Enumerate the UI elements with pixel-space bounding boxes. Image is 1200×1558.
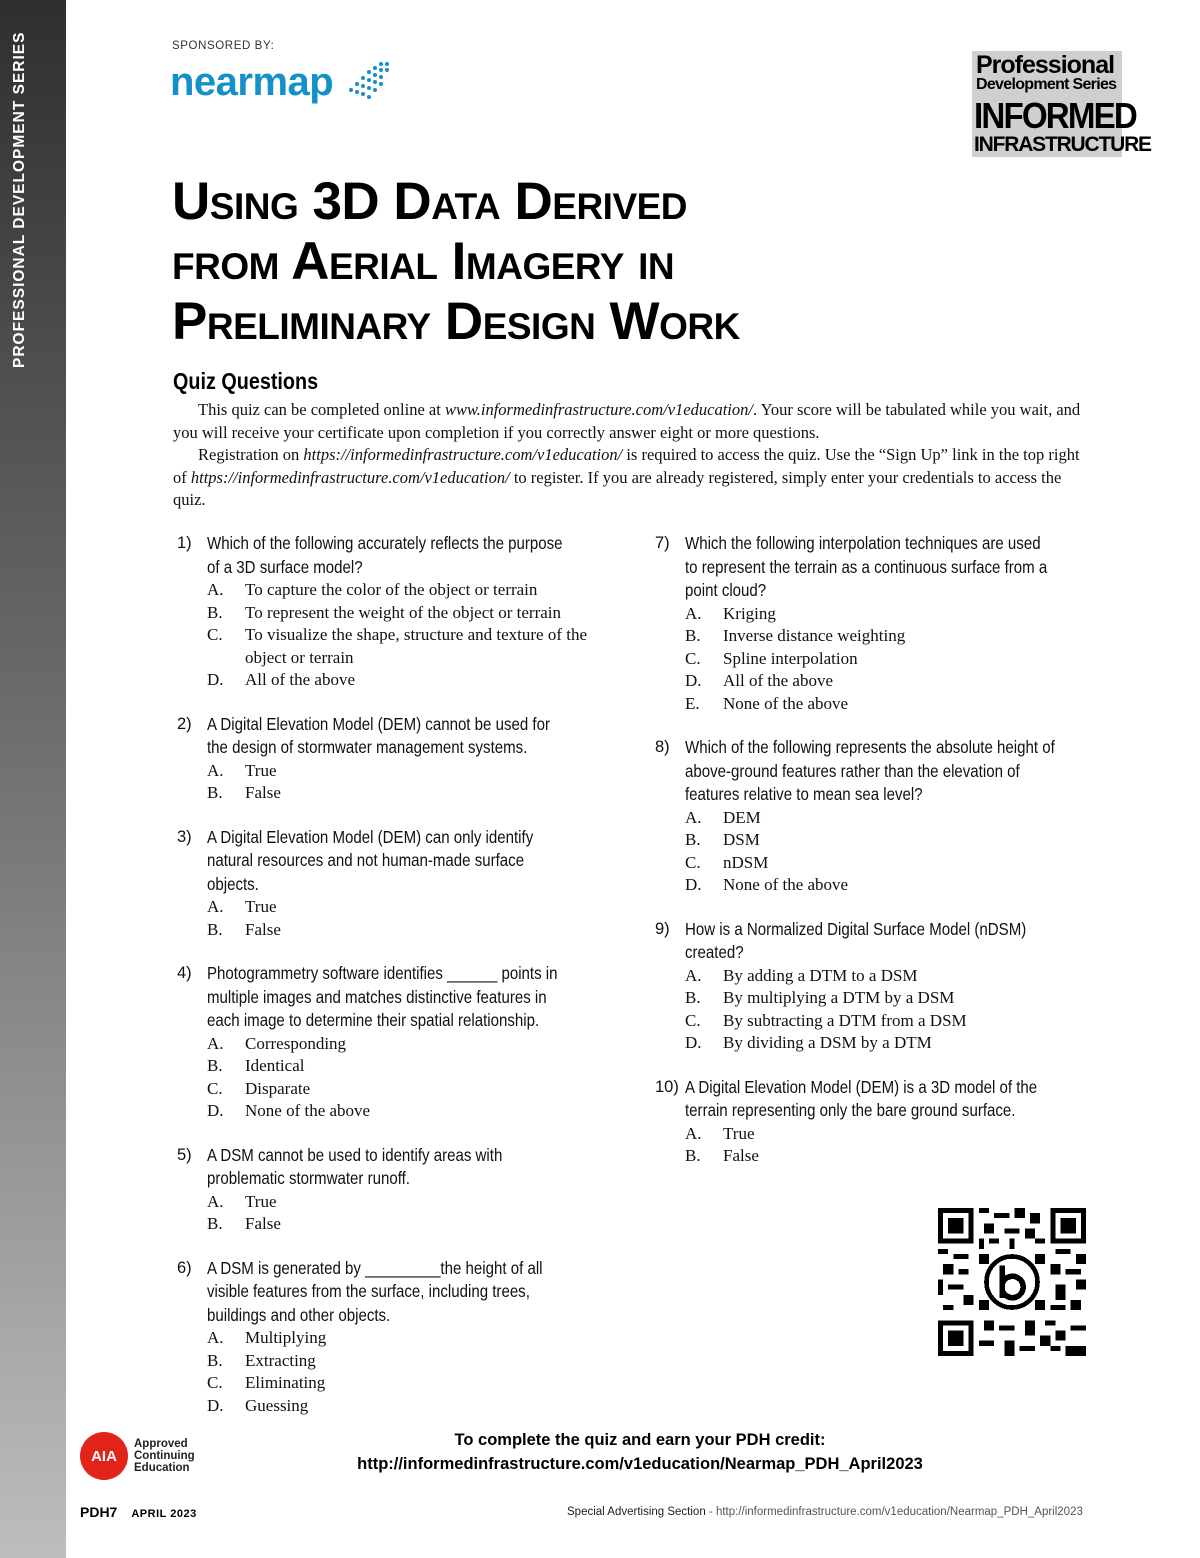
question-number: 10)	[655, 1077, 679, 1096]
question-text: Which of the following represents the absolute height of above-ground features rather than the elevation of features relative to mean sea level?	[685, 737, 1055, 804]
option-letter: D.	[685, 1033, 702, 1052]
answer-options	[685, 1123, 1115, 1168]
option-letter: B.	[685, 626, 701, 645]
answer-options	[207, 1327, 632, 1417]
question-2	[177, 713, 632, 805]
question-row	[177, 713, 632, 760]
question-8	[655, 736, 1115, 897]
question-4	[177, 962, 632, 1123]
question-number: 9)	[655, 919, 670, 938]
question-number: 1)	[177, 534, 192, 552]
title-line-3: Preliminary Design Work	[172, 292, 740, 351]
badge-line-3: INFORMED	[974, 95, 1136, 136]
option-text: DEM	[723, 807, 761, 827]
question-text: How is a Normalized Digital Surface Model (nDSM) created?	[685, 918, 1027, 962]
question-row	[177, 532, 632, 579]
option-text: False	[723, 1146, 759, 1165]
option-letter: D.	[685, 875, 702, 894]
question-9	[655, 918, 1115, 1055]
option-text: Spline interpolation	[723, 648, 858, 668]
option-text: nDSM	[723, 852, 769, 872]
option-letter: B.	[685, 1146, 701, 1165]
series-label: PROFESSIONAL DEVELOPMENT SERIES	[11, 31, 28, 368]
answer-option	[207, 1078, 632, 1101]
nearmap-logo-text: nearmap	[170, 60, 334, 104]
intro2-text-a: Registration on	[198, 445, 304, 464]
intro1-url[interactable]: www.informedinfrastructure.com/v1education/	[444, 400, 753, 419]
aia-line-2: Continuing	[134, 1450, 195, 1462]
question-row	[177, 1257, 632, 1328]
badge-line-2: Development Series	[976, 76, 1117, 93]
aia-text	[134, 1438, 195, 1474]
intro2-text-b: is required to access the quiz. Use the “Sign Up” link in the top right of	[173, 445, 1080, 487]
option-text: Identical	[245, 1056, 305, 1075]
title-line-1: Using 3D Data Derived	[172, 172, 688, 231]
answer-option	[685, 625, 1115, 648]
answer-option	[207, 1213, 632, 1236]
sponsored-by-label: SPONSORED BY:	[172, 40, 275, 52]
question-text: A Digital Elevation Model (DEM) can only identify natural resources and not human-made surface objects.	[207, 826, 534, 894]
option-text: By dividing a DSM by a DTM	[723, 1033, 932, 1052]
answer-option	[685, 987, 1115, 1010]
option-letter: D.	[685, 671, 702, 690]
question-text: Which the following interpolation techniques are used to represent the terrain as a continuous surface from a point cloud?	[685, 533, 1048, 600]
option-text: By subtracting a DTM from a DSM	[723, 1010, 967, 1030]
option-letter: A.	[207, 1191, 224, 1211]
answer-option	[685, 807, 1115, 830]
option-letter: C.	[685, 1010, 701, 1030]
option-letter: D.	[207, 670, 224, 689]
option-letter: A.	[685, 965, 702, 985]
intro2-url-1[interactable]: https://informedinfrastructure.com/v1education/	[303, 445, 623, 464]
option-text: All of the above	[723, 671, 833, 690]
option-text: To capture the color of the object or terrain	[245, 580, 538, 599]
answer-option	[207, 1395, 632, 1418]
option-letter: B.	[207, 1350, 223, 1370]
option-text: False	[245, 783, 281, 802]
option-text: Multiplying	[245, 1328, 327, 1347]
answer-option	[207, 896, 632, 919]
answer-option	[685, 1010, 1115, 1033]
question-text: A Digital Elevation Model (DEM) is a 3D model of the terrain representing only the bare ground surface.	[685, 1076, 1038, 1120]
option-letter: D.	[207, 1395, 224, 1415]
option-letter: C.	[207, 1078, 223, 1098]
question-row	[177, 1144, 632, 1191]
nearmap-dots-icon	[337, 58, 389, 106]
badge-line-1: Professional	[976, 51, 1115, 79]
answer-option	[685, 965, 1115, 988]
answer-option	[685, 1123, 1115, 1146]
option-letter: B.	[207, 1214, 223, 1233]
footer-url[interactable]: http://informedinfrastructure.com/v1education/Nearmap_PDH_April2023	[715, 1506, 1083, 1518]
professional-development-series-badge	[972, 51, 1151, 157]
option-letter: A.	[207, 580, 224, 599]
aia-logo: AIA	[80, 1432, 128, 1480]
answer-options	[685, 807, 1115, 897]
answer-options	[207, 1191, 632, 1236]
option-text: Inverse distance weighting	[723, 626, 906, 645]
option-text: True	[723, 1123, 755, 1143]
question-number: 6)	[177, 1258, 192, 1277]
questions-right-column	[655, 532, 1115, 1189]
option-text: To visualize the shape, structure and texture of the object or terrain	[245, 625, 587, 667]
question-10	[655, 1076, 1115, 1168]
question-number: 2)	[177, 714, 192, 733]
option-text: By multiplying a DTM by a DSM	[723, 988, 955, 1007]
footer-section	[567, 1506, 1127, 1518]
cta-url[interactable]: http://informedinfrastructure.com/v1education/Nearmap_PDH_April2023	[357, 1455, 923, 1473]
option-letter: B.	[207, 783, 223, 802]
nearmap-logo	[170, 60, 389, 106]
option-letter: A.	[685, 603, 702, 623]
answer-option	[207, 1055, 632, 1078]
option-letter: C.	[685, 852, 701, 872]
call-to-action	[270, 1428, 1010, 1476]
footer-page-info	[80, 1504, 197, 1520]
footer-section-label: Special Advertising Section	[567, 1506, 706, 1518]
answer-option	[207, 760, 632, 783]
answer-options	[207, 579, 632, 692]
question-row	[655, 532, 1115, 603]
option-text: False	[245, 919, 281, 939]
question-5	[177, 1144, 632, 1236]
option-letter: A.	[685, 1123, 702, 1143]
option-text: Disparate	[245, 1078, 311, 1098]
option-text: To represent the weight of the object or terrain	[245, 602, 562, 622]
answer-options	[685, 965, 1115, 1055]
footer-separator: -	[705, 1506, 716, 1518]
question-number: 3)	[177, 827, 192, 846]
answer-option	[207, 782, 632, 805]
option-text: By adding a DTM to a DSM	[723, 965, 918, 985]
aia-approved-badge	[80, 1432, 195, 1480]
option-text: True	[245, 760, 277, 780]
option-letter: A.	[685, 807, 702, 827]
aia-line-3: Education	[134, 1462, 190, 1474]
intro1-text-b: . Your score will be tabulated while you wait, and you will receive your certificate upon completion if you correctly answer eight or more questions.	[173, 400, 1081, 442]
answer-option	[207, 669, 632, 692]
option-letter: A.	[207, 1328, 224, 1347]
question-number: 4)	[177, 964, 192, 982]
answer-option	[207, 624, 632, 669]
question-6	[177, 1257, 632, 1418]
option-text: DSM	[723, 830, 760, 849]
option-letter: C.	[207, 625, 223, 644]
answer-option	[207, 1191, 632, 1214]
answer-option	[685, 852, 1115, 875]
option-text: Guessing	[245, 1395, 309, 1415]
question-text: Photogrammetry software identifies ______ points in multiple images and matches distinctive features in each image to determine their spatial relationship.	[207, 963, 558, 1030]
question-number: 5)	[177, 1145, 192, 1164]
option-letter: B.	[685, 988, 701, 1007]
answer-option	[685, 829, 1115, 852]
aia-line-1: Approved	[134, 1438, 188, 1450]
intro2-text-c: to register. If you are already registered, simply enter your credentials to access the quiz.	[173, 467, 1062, 509]
question-row	[177, 826, 632, 897]
answer-option	[207, 602, 632, 625]
question-text: A DSM is generated by _________the height of all visible features from the surface, including trees, buildings and other objects.	[207, 1257, 543, 1325]
answer-option	[685, 693, 1115, 716]
answer-option	[207, 1327, 632, 1350]
question-row	[655, 918, 1115, 965]
answer-options	[685, 603, 1115, 716]
question-text: A DSM cannot be used to identify areas with problematic stormwater runoff.	[207, 1144, 503, 1188]
answer-options	[207, 760, 632, 805]
option-letter: A.	[207, 897, 224, 916]
option-text: None of the above	[723, 693, 849, 713]
option-text: Kriging	[723, 603, 776, 623]
questions-left-column	[177, 532, 632, 1438]
answer-option	[685, 1145, 1115, 1168]
option-text: Extracting	[245, 1350, 316, 1370]
option-letter: B.	[207, 1056, 223, 1075]
question-3	[177, 826, 632, 942]
cta-line-1: To complete the quiz and earn your PDH credit:	[454, 1431, 826, 1449]
question-row	[655, 736, 1115, 807]
option-text: All of the above	[245, 670, 355, 689]
answer-option	[207, 579, 632, 602]
question-text: Which of the following accurately reflects the purpose of a 3D surface model?	[207, 533, 563, 577]
answer-option	[207, 1100, 632, 1123]
qr-code-icon	[938, 1208, 1086, 1356]
page-title	[172, 172, 992, 352]
page-number: PDH7	[80, 1504, 118, 1520]
option-letter: B.	[685, 830, 701, 849]
question-number: 8)	[655, 738, 670, 756]
option-letter: C.	[207, 1373, 223, 1392]
option-letter: C.	[685, 648, 701, 668]
quiz-heading: Quiz Questions	[173, 368, 319, 394]
answer-option	[207, 1033, 632, 1056]
option-letter: E.	[685, 693, 700, 713]
question-1	[177, 532, 632, 692]
option-text: False	[245, 1214, 281, 1233]
question-number: 7)	[655, 534, 670, 552]
answer-option	[685, 670, 1115, 693]
answer-option	[685, 648, 1115, 671]
option-letter: A.	[207, 760, 224, 780]
answer-options	[207, 896, 632, 941]
answer-option	[207, 1372, 632, 1395]
intro-paragraph-2	[173, 444, 1093, 512]
intro2-url-2[interactable]: https://informedinfrastructure.com/v1education/	[190, 467, 510, 487]
option-text: None of the above	[245, 1101, 371, 1120]
answer-option	[685, 603, 1115, 626]
title-line-2: from Aerial Imagery in	[172, 232, 675, 291]
question-text: A Digital Elevation Model (DEM) cannot be used for the design of stormwater management systems.	[207, 713, 550, 757]
option-letter: A.	[207, 1033, 224, 1053]
answer-option	[207, 919, 632, 942]
option-text: None of the above	[723, 875, 849, 894]
option-letter: B.	[207, 919, 223, 939]
badge-line-4: INFRASTRUCTURE	[974, 133, 1151, 156]
issue-date: APRIL 2023	[131, 1508, 197, 1520]
option-text: True	[245, 897, 277, 916]
answer-option	[207, 1350, 632, 1373]
intro1-text-a: This quiz can be completed online at	[198, 400, 445, 419]
question-7	[655, 532, 1115, 715]
question-row	[655, 1076, 1115, 1123]
option-text: Eliminating	[245, 1373, 326, 1392]
option-text: Corresponding	[245, 1033, 347, 1053]
sidebar-band	[0, 0, 66, 1558]
option-letter: B.	[207, 602, 223, 622]
answer-option	[685, 1032, 1115, 1055]
option-letter: D.	[207, 1101, 224, 1120]
question-row	[177, 962, 632, 1033]
quiz-intro	[173, 399, 1093, 512]
answer-options	[207, 1033, 632, 1123]
intro-paragraph-1	[173, 399, 1093, 444]
option-text: True	[245, 1191, 277, 1211]
answer-option	[685, 874, 1115, 897]
